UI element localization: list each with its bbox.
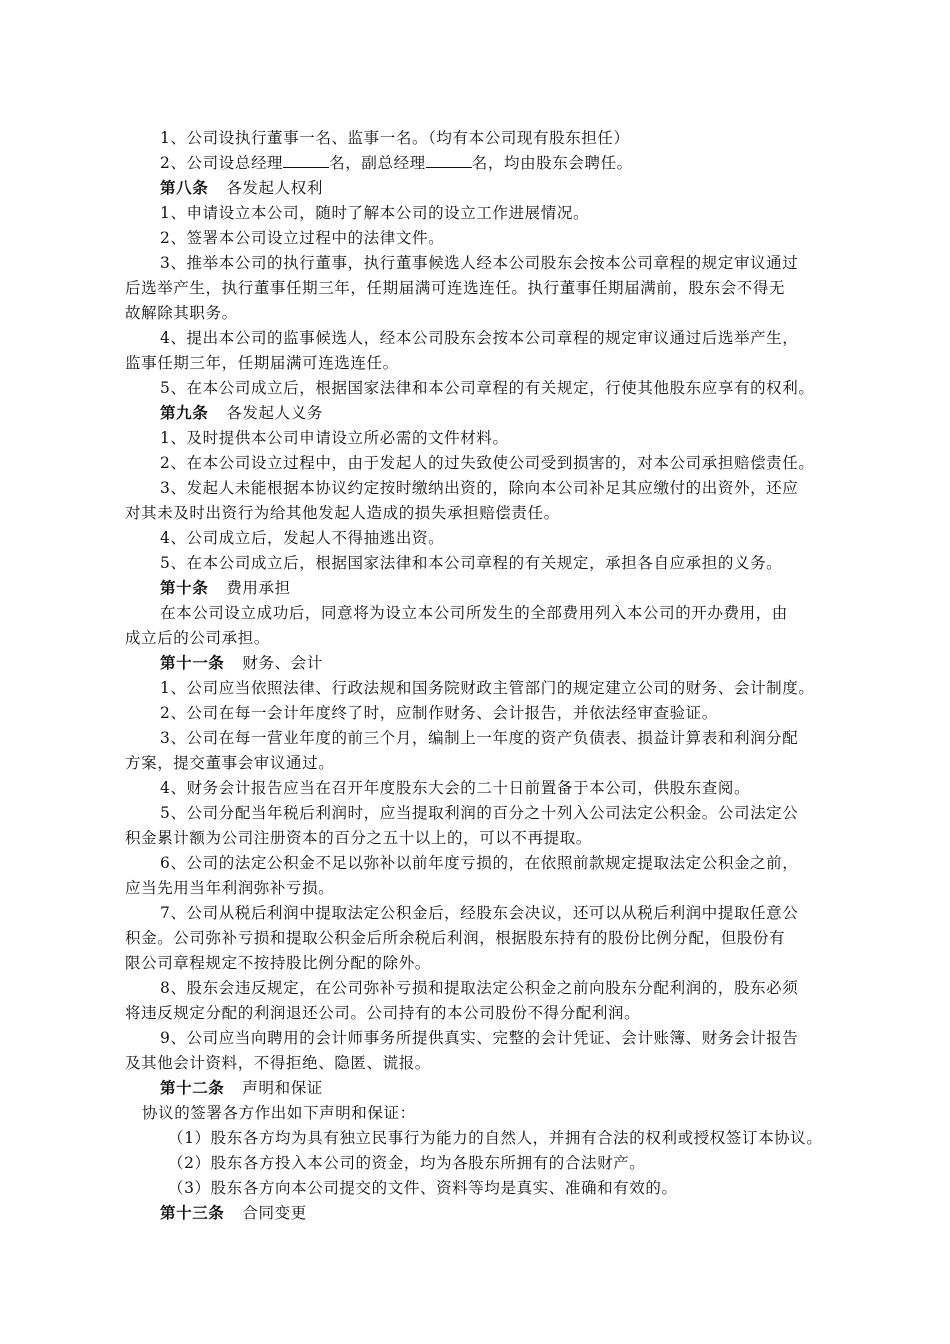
paragraph-line: 积金累计额为公司注册资本的百分之五十以上的，可以不再提取。 — [125, 829, 592, 847]
paragraph-line: 监事任期三年，任期届满可连选连任。 — [125, 354, 399, 372]
article-title: 各发起人权利 — [226, 179, 323, 197]
paragraph-line: 及其他会计资料，不得拒绝、隐匿、谎报。 — [125, 1054, 431, 1072]
paragraph-line: 成立后的公司承担。 — [125, 629, 270, 647]
article-number: 第十三条 — [160, 1203, 225, 1222]
article-heading — [160, 1078, 323, 1098]
paragraph-line: 对其未及时出资行为给其他发起人造成的损失承担赔偿责任。 — [125, 504, 560, 522]
article-title: 各发起人义务 — [226, 404, 323, 422]
paragraph-line: 5、在本公司成立后，根据国家法律和本公司章程的有关规定，行使其他股东应享有的权利。 — [160, 379, 815, 397]
paragraph-line: 7、公司从税后利润中提取法定公积金后，经股东会决议，还可以从税后利润中提取任意公 — [160, 904, 799, 922]
paragraph-line: 2、公司在每一会计年度终了时，应制作财务、会计报告，并依法经审查验证。 — [160, 704, 718, 722]
paragraph-line: 1、申请设立本公司，随时了解本公司的设立工作进展情况。 — [160, 204, 590, 222]
article-heading — [160, 578, 291, 598]
paragraph-line: 5、公司分配当年税后利润时，应当提取利润的百分之十列入公司法定公积金。公司法定公 — [160, 804, 799, 822]
paragraph-line: 5、在本公司成立后，根据国家法律和本公司章程的有关规定，承担各自应承担的义务。 — [160, 554, 783, 572]
article-number: 第十条 — [160, 578, 209, 597]
paragraph-line: 1、公司设执行董事一名、监事一名。（均有本公司现有股东担任） — [160, 129, 630, 147]
article-heading — [160, 178, 323, 198]
paragraph-line: 3、公司在每一营业年度的前三个月，编制上一年度的资产负债表、损益计算表和利润分配 — [160, 729, 799, 747]
article-number: 第九条 — [160, 403, 209, 422]
paragraph-line: 1、公司应当依照法律、行政法规和国务院财政主管部门的规定建立公司的财务、会计制度。 — [160, 679, 815, 697]
fill-in-blank — [283, 153, 329, 168]
paragraph-line: 积金。公司弥补亏损和提取公积金后所余税后利润，根据股东持有的股份比例分配，但股份有 — [125, 929, 786, 947]
paragraph-line: 4、提出本公司的监事候选人，经本公司股东会按本公司章程的规定审议通过后选举产生， — [160, 329, 799, 347]
paragraph-line: 9、公司应当向聘用的会计师事务所提供真实、完整的会计凭证、会计账簿、财务会计报告 — [160, 1029, 799, 1047]
paragraph-line: 3、发起人未能根据本协议约定按时缴纳出资的，除向本公司补足其应缴付的出资外，还应 — [160, 479, 799, 497]
text-segment: 名，副总经理 — [329, 154, 426, 172]
paragraph-line: 将违反规定分配的利润退还公司。公司持有的本公司股份不得分配利润。 — [125, 1004, 641, 1022]
article-title: 费用承担 — [226, 579, 291, 597]
article-number: 第十二条 — [160, 1078, 225, 1097]
paragraph-line: 4、财务会计报告应当在召开年度股东大会的二十日前置备于本公司，供股东查阅。 — [160, 779, 751, 797]
paragraph-line: 在本公司设立成功后，同意将为设立本公司所发生的全部费用列入本公司的开办费用，由 — [160, 604, 788, 622]
article-title: 合同变更 — [242, 1204, 307, 1222]
paragraph-line: （3）股东各方向本公司提交的文件、资料等均是真实、准确和有效的。 — [168, 1179, 678, 1197]
paragraph-line: 4、公司成立后，发起人不得抽逃出资。 — [160, 529, 445, 547]
paragraph-line: （1）股东各方均为具有独立民事行为能力的自然人，并拥有合法的权利或授权签订本协议。 — [168, 1129, 823, 1147]
article-heading — [160, 403, 323, 423]
paragraph-line: 后选举产生，执行董事任期三年，任期届满可连选连任。执行董事任期届满前，股东会不得无 — [125, 279, 786, 297]
paragraph-line: 2、在本公司设立过程中，由于发起人的过失致使公司受到损害的，对本公司承担赔偿责任。 — [160, 454, 815, 472]
article-number: 第十一条 — [160, 653, 225, 672]
paragraph-line: 方案，提交董事会审议通过。 — [125, 754, 335, 772]
paragraph-line: 故解除其职务。 — [125, 304, 238, 322]
text-segment: 2、公司设总经理 — [160, 154, 284, 172]
article-heading — [160, 1203, 307, 1223]
paragraph-line: 1、及时提供本公司申请设立所必需的文件材料。 — [160, 429, 509, 447]
article-title: 财务、会计 — [242, 654, 323, 672]
paragraph-line: 协议的签署各方作出如下声明和保证： — [142, 1104, 416, 1122]
paragraph-line: 限公司章程规定不按持股比例分配的除外。 — [125, 954, 431, 972]
fill-in-blank — [426, 153, 472, 168]
paragraph-line: 8、股东会违反规定，在公司弥补亏损和提取法定公积金之前向股东分配利润的，股东必须 — [160, 979, 799, 997]
paragraph-line: 2、签署本公司设立过程中的法律文件。 — [160, 229, 445, 247]
text-segment: 名，均由股东会聘任。 — [471, 154, 633, 172]
paragraph-line — [160, 153, 633, 173]
article-number: 第八条 — [160, 178, 209, 197]
article-heading — [160, 653, 323, 673]
paragraph-line: 6、公司的法定公积金不足以弥补以前年度亏损的，在依照前款规定提取法定公积金之前， — [160, 854, 799, 872]
article-title: 声明和保证 — [242, 1079, 323, 1097]
paragraph-line: 应当先用当年利润弥补亏损。 — [125, 879, 335, 897]
paragraph-line: 3、推举本公司的执行董事，执行董事候选人经本公司股东会按本公司章程的规定审议通过 — [160, 254, 799, 272]
paragraph-line: （2）股东各方投入本公司的资金，均为各股东所拥有的合法财产。 — [168, 1154, 646, 1172]
